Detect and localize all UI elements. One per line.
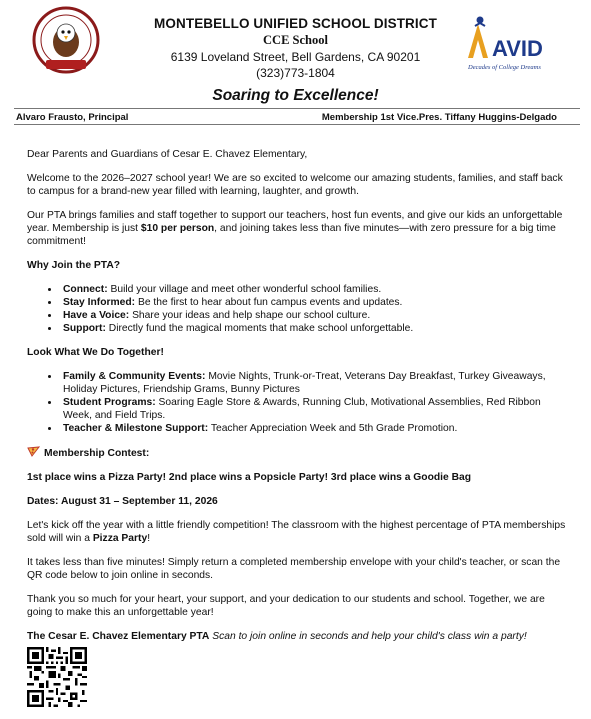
why-heading: Why Join the PTA? (27, 260, 121, 271)
header-divider-bottom (14, 124, 580, 125)
membership-price: $10 per person (140, 223, 215, 234)
list-item: • Teacher & Milestone Support: Teacher Appreciation Week and 5th Grade Promotion. (60, 422, 567, 435)
school-phone: (323)773-1804 (256, 66, 335, 80)
why-list (27, 283, 567, 335)
school-address: 6139 Loveland Street, Bell Gardens, CA 90201 (170, 50, 421, 64)
avid-wordmark: AVID (492, 36, 543, 61)
school-name: CCE School (263, 33, 328, 47)
list-item: • Have a Voice: Share your ideas and help shape our school culture. (60, 309, 567, 322)
signature-line (27, 630, 567, 643)
district-name: MONTEBELLO UNIFIED SCHOOL DISTRICT (154, 16, 437, 31)
avid-logo (466, 14, 574, 74)
qr-instructions: Scan to join online in seconds and help your child's class win a party! (209, 631, 527, 642)
contest-heading: Membership Contest: (27, 446, 567, 460)
kickoff-paragraph: Let's kick off the year with a little friendly competition! The classroom with the highest percentage of PTA memberships sold will win a Pizza Party! (27, 520, 566, 544)
avid-tagline: Decades of College Dreams (468, 64, 541, 71)
contest-dates: Dates: August 31 – September 11, 2026 (27, 496, 218, 507)
thanks-paragraph: Thank you so much for your heart, your support, and your dedication to our students and school. Together, we are going to make this an unforgettable year! (27, 594, 545, 618)
howto-paragraph: It takes less than five minutes! Simply return a completed membership envelope with your child's teacher, or scan the QR code below to join online in seconds. (27, 557, 561, 581)
qr-code-icon[interactable] (27, 647, 87, 707)
letterhead (0, 0, 591, 112)
intro-paragraph: Welcome to the 2026–2027 school year! We are so excited to welcome our amazing students, families, and staff back to campus for a brand-new year filled with learning, laughter, and growth. (27, 173, 563, 197)
greeting: Dear Parents and Guardians of Cesar E. Chavez Elementary, (27, 149, 308, 160)
avid-figure-icon (468, 17, 488, 59)
pizza-slice-icon (27, 446, 40, 457)
letter-body (27, 148, 567, 654)
list-item: • Support: Directly fund the magical moments that make school unforgettable. (60, 322, 567, 335)
school-motto: Soaring to Excellence! (212, 87, 379, 104)
list-item: • Connect: Build your village and meet other wonderful school families. (60, 283, 567, 296)
vice-president-name: Membership 1st Vice.Pres. Tiffany Huggins-Delgado (321, 112, 557, 123)
principal-name: Alvaro Frausto, Principal (16, 112, 129, 123)
list-item: • Family & Community Events: Movie Nights, Trunk-or-Treat, Veterans Day Breakfast, Turkey Giveaways, Holiday Pictures, Friendship Grams, Bunny Pictures (60, 370, 567, 396)
look-heading: Look What We Do Together! (27, 347, 164, 358)
list-item: • Stay Informed: Be the first to hear about fun campus events and updates. (60, 296, 567, 309)
list-item: • Student Programs: Soaring Eagle Store & Awards, Running Club, Motivational Assemblies, Red Ribbon Week, and Field Trips. (60, 396, 567, 422)
prize-list: 1st place wins a Pizza Party! 2nd place wins a Popsicle Party! 3rd place wins a Goodie Bag (27, 472, 472, 483)
look-list (27, 370, 567, 435)
header-divider-top (14, 108, 580, 109)
pta-paragraph: Our PTA brings families and staff together to support our teachers, host fun events, and give our kids an unforgettable year. Membership is just $10 per person, and joining takes less than five minutes—with zero pressure for a big time commitment! (27, 210, 563, 247)
pta-signature: The Cesar E. Chavez Elementary PTA (27, 631, 210, 642)
